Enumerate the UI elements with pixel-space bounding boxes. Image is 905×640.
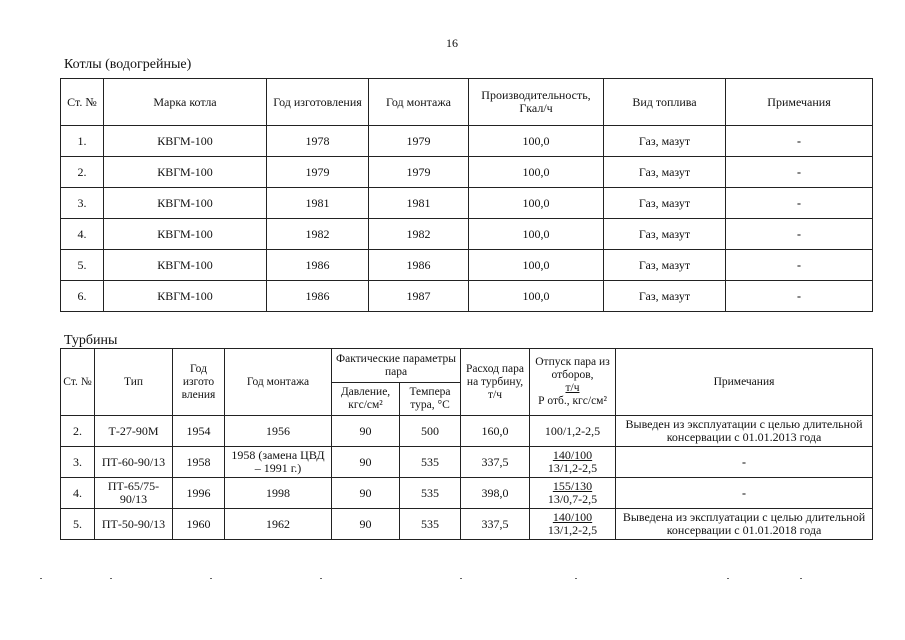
boilers-section-title: Котлы (водогрейные) (64, 57, 192, 72)
header-station-no: Ст. № (61, 349, 95, 416)
cell-capacity: 100,0 (469, 281, 604, 312)
cell-year-installed: 1958 (замена ЦВД – 1991 г.) (225, 447, 332, 478)
cell-year-made: 1954 (173, 416, 225, 447)
boilers-table (60, 78, 873, 312)
cell-year-installed: 1998 (225, 478, 332, 509)
cell-temperature: 535 (400, 447, 461, 478)
cell-year-installed: 1982 (369, 219, 469, 250)
cell-capacity: 100,0 (469, 188, 604, 219)
header-notes: Примечания (726, 79, 873, 126)
boilers-header-row (61, 79, 873, 126)
header-station-no: Ст. № (61, 79, 104, 126)
header-extraction (530, 349, 616, 416)
cell-temperature: 535 (400, 478, 461, 509)
header-extraction-unit: т/ч (565, 382, 580, 394)
cell-steam-flow: 337,5 (461, 447, 530, 478)
turbines-section-title: Турбины (64, 333, 118, 348)
header-notes: Примечания (616, 349, 873, 416)
cell-extraction (530, 478, 616, 509)
cell-boiler-model: КВГМ-100 (104, 281, 267, 312)
cell-station-no: 2. (61, 157, 104, 188)
cell-station-no: 2. (61, 416, 95, 447)
cell-steam-flow: 160,0 (461, 416, 530, 447)
extraction-bottom: 13/1,2-2,5 (547, 523, 598, 537)
header-year-installed: Год монтажа (225, 349, 332, 416)
header-year-made: Год изготовления (267, 79, 369, 126)
extraction-bottom: 13/0,7-2,5 (547, 492, 598, 506)
header-pressure: Давление, кгс/см² (332, 383, 400, 416)
cell-boiler-model: КВГМ-100 (104, 188, 267, 219)
cell-year-made: 1979 (267, 157, 369, 188)
cell-year-made: 1958 (173, 447, 225, 478)
cell-station-no: 4. (61, 219, 104, 250)
cell-year-installed: 1962 (225, 509, 332, 540)
cell-notes: - (726, 188, 873, 219)
cell-fuel-type: Газ, мазут (604, 126, 726, 157)
cell-extraction (530, 447, 616, 478)
scan-speck (320, 578, 322, 579)
cell-year-installed: 1987 (369, 281, 469, 312)
page-number: 16 (446, 36, 458, 50)
cell-boiler-model: КВГМ-100 (104, 157, 267, 188)
table-row (61, 219, 873, 250)
scan-specks (0, 578, 905, 590)
cell-fuel-type: Газ, мазут (604, 157, 726, 188)
cell-year-installed: 1979 (369, 126, 469, 157)
cell-capacity: 100,0 (469, 219, 604, 250)
cell-station-no: 1. (61, 126, 104, 157)
table-row (61, 250, 873, 281)
cell-notes: - (726, 126, 873, 157)
table-row (61, 478, 873, 509)
cell-steam-flow: 337,5 (461, 509, 530, 540)
cell-year-made: 1960 (173, 509, 225, 540)
cell-capacity: 100,0 (469, 157, 604, 188)
cell-year-installed: 1986 (369, 250, 469, 281)
header-capacity: Производительность, Гкал/ч (469, 79, 604, 126)
header-boiler-model: Марка котла (104, 79, 267, 126)
cell-fuel-type: Газ, мазут (604, 250, 726, 281)
cell-year-made: 1982 (267, 219, 369, 250)
table-row (61, 126, 873, 157)
scan-speck (40, 578, 42, 579)
header-fuel-type: Вид топлива (604, 79, 726, 126)
extraction-top: 100/1,2-2,5 (544, 423, 601, 438)
cell-year-installed: 1979 (369, 157, 469, 188)
cell-fuel-type: Газ, мазут (604, 188, 726, 219)
cell-steam-flow: 398,0 (461, 478, 530, 509)
scan-speck (727, 578, 729, 579)
cell-pressure: 90 (332, 509, 400, 540)
scan-speck (575, 578, 577, 579)
turbines-table (60, 348, 873, 540)
header-year-installed: Год монтажа (369, 79, 469, 126)
cell-station-no: 5. (61, 250, 104, 281)
header-year-made: Год изгото вления (173, 349, 225, 416)
table-row (61, 157, 873, 188)
cell-capacity: 100,0 (469, 250, 604, 281)
scan-speck (800, 578, 802, 579)
cell-station-no: 3. (61, 188, 104, 219)
cell-boiler-model: КВГМ-100 (104, 250, 267, 281)
cell-type: Т-27-90М (95, 416, 173, 447)
header-extraction-bottom: Р отб., кгс/см² (538, 395, 607, 407)
header-actual-params: Фактические параметры пара (332, 349, 461, 383)
extraction-top: 155/130 (552, 479, 593, 493)
cell-extraction (530, 416, 616, 447)
cell-type: ПТ-60-90/13 (95, 447, 173, 478)
extraction-bottom: 13/1,2-2,5 (547, 461, 598, 475)
table-row (61, 416, 873, 447)
turbines-header-row-1 (61, 349, 873, 383)
cell-notes: Выведена из эксплуатации с целью длительной консервации с 01.01.2018 года (616, 509, 873, 540)
scan-speck (210, 578, 212, 579)
cell-year-made: 1986 (267, 281, 369, 312)
cell-pressure: 90 (332, 478, 400, 509)
cell-year-installed: 1956 (225, 416, 332, 447)
header-type: Тип (95, 349, 173, 416)
scan-speck (110, 578, 112, 579)
cell-station-no: 3. (61, 447, 95, 478)
header-steam-flow: Расход пара на турбину, т/ч (461, 349, 530, 416)
cell-boiler-model: КВГМ-100 (104, 126, 267, 157)
cell-type: ПТ-50-90/13 (95, 509, 173, 540)
table-row (61, 447, 873, 478)
scan-speck (460, 578, 462, 579)
cell-pressure: 90 (332, 416, 400, 447)
table-row (61, 188, 873, 219)
table-row (61, 281, 873, 312)
cell-notes: Выведен из эксплуатации с целью длительной консервации с 01.01.2013 года (616, 416, 873, 447)
cell-temperature: 500 (400, 416, 461, 447)
cell-notes: - (726, 250, 873, 281)
extraction-top: 140/100 (552, 510, 593, 524)
cell-year-made: 1978 (267, 126, 369, 157)
cell-capacity: 100,0 (469, 126, 604, 157)
header-extraction-top: Отпуск пара из отборов, (535, 356, 610, 381)
cell-notes: - (616, 447, 873, 478)
cell-year-made: 1996 (173, 478, 225, 509)
cell-year-made: 1981 (267, 188, 369, 219)
cell-notes: - (726, 157, 873, 188)
cell-pressure: 90 (332, 447, 400, 478)
cell-station-no: 6. (61, 281, 104, 312)
cell-boiler-model: КВГМ-100 (104, 219, 267, 250)
cell-extraction (530, 509, 616, 540)
cell-notes: - (726, 281, 873, 312)
cell-notes: - (616, 478, 873, 509)
cell-year-made: 1986 (267, 250, 369, 281)
cell-fuel-type: Газ, мазут (604, 219, 726, 250)
cell-temperature: 535 (400, 509, 461, 540)
cell-fuel-type: Газ, мазут (604, 281, 726, 312)
header-temperature: Темпера тура, °С (400, 383, 461, 416)
extraction-top: 140/100 (552, 448, 593, 462)
cell-station-no: 4. (61, 478, 95, 509)
cell-year-installed: 1981 (369, 188, 469, 219)
cell-type: ПТ-65/75-90/13 (95, 478, 173, 509)
cell-notes: - (726, 219, 873, 250)
table-row (61, 509, 873, 540)
cell-station-no: 5. (61, 509, 95, 540)
